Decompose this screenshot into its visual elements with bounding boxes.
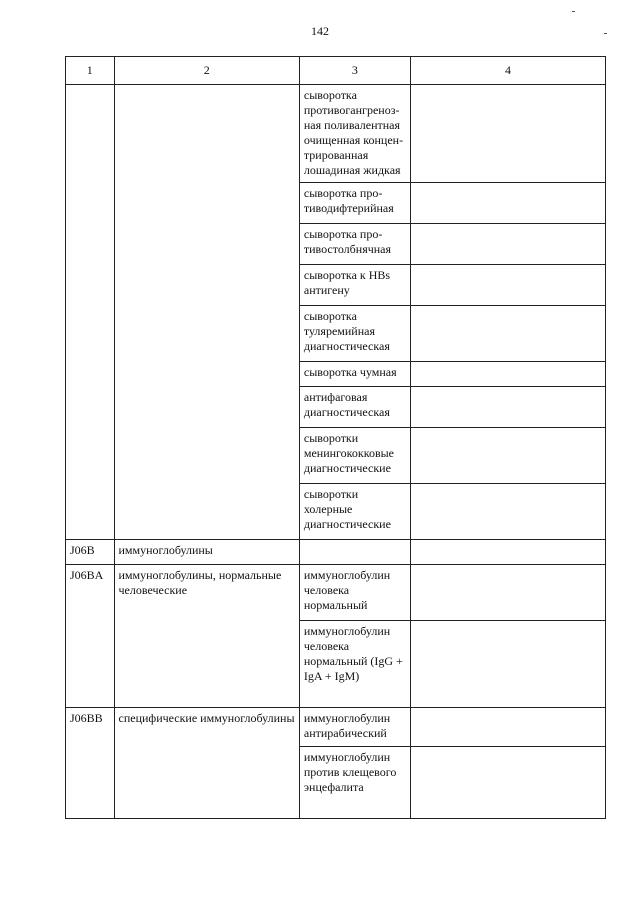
item-cell: сыворотка про-тивостолбнячная [299, 224, 410, 265]
table-row-j06ba [66, 565, 606, 621]
notes-cell [410, 362, 605, 387]
code-cell: J06BB [66, 708, 115, 819]
item-cell: иммуноглобулин человека нормальный [299, 565, 410, 621]
code-cell: J06BA [66, 565, 115, 708]
code-cell: J06B [66, 540, 115, 565]
table-row-j06b [66, 540, 606, 565]
item-cell: иммуноглобулин антирабический [299, 708, 410, 747]
notes-cell [410, 306, 605, 362]
notes-cell [410, 621, 605, 708]
notes-cell [410, 565, 605, 621]
medicines-table [65, 56, 606, 819]
notes-cell [410, 387, 605, 428]
name-cell: специфические иммуноглобулины [114, 708, 299, 819]
notes-cell [410, 540, 605, 565]
item-cell: сыворотка противогангреноз-ная поливалентная очищенная концен-трированная лошадиная жидкая [299, 85, 410, 183]
name-cell: иммуноглобулины, нормальные человеческие [114, 565, 299, 708]
notes-cell [410, 224, 605, 265]
header-row [66, 57, 606, 85]
name-cell [114, 85, 299, 540]
item-cell: иммуноглобулин человека нормальный (IgG + IgA + IgM) [299, 621, 410, 708]
item-cell: антифаговая диагностическая [299, 387, 410, 428]
header-col-3: 3 [299, 57, 410, 85]
notes-cell [410, 484, 605, 540]
name-cell: иммуноглобулины [114, 540, 299, 565]
item-cell: сыворотки холерные диагностические [299, 484, 410, 540]
header-col-1: 1 [66, 57, 115, 85]
scan-speck [572, 11, 575, 12]
notes-cell [410, 183, 605, 224]
notes-cell [410, 747, 605, 819]
item-cell: сыворотки менингококковые диагностические [299, 428, 410, 484]
header-col-4: 4 [410, 57, 605, 85]
notes-cell [410, 85, 605, 183]
table-row-j06bb [66, 708, 606, 747]
item-cell: сыворотка чумная [299, 362, 410, 387]
item-cell: сыворотка к HBs антигену [299, 265, 410, 306]
item-cell: сыворотка про-тиводифтерийная [299, 183, 410, 224]
item-cell: сыворотка туляремийная диагностическая [299, 306, 410, 362]
table-row [66, 85, 606, 183]
notes-cell [410, 265, 605, 306]
page-number: 142 [311, 24, 329, 38]
item-cell: иммуноглобулин против клещевого энцефалита [299, 747, 410, 819]
scan-speck [604, 33, 607, 34]
notes-cell [410, 428, 605, 484]
code-cell [66, 85, 115, 540]
notes-cell [410, 708, 605, 747]
header-col-2: 2 [114, 57, 299, 85]
item-cell [299, 540, 410, 565]
